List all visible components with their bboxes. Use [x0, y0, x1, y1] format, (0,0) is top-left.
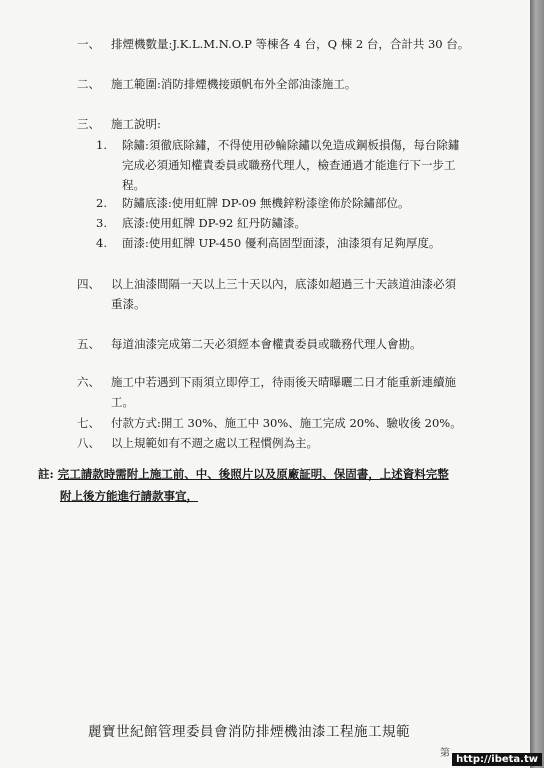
page-edge-shadow — [530, 0, 544, 768]
subitem-1-line-2: 完成必須通知權責委員或職務代理人，檢查通過才能進行下一步工 — [122, 158, 456, 172]
subitem-1-number: 1. — [96, 138, 107, 152]
subitem-1 — [96, 135, 496, 195]
note-label: 註: — [38, 467, 54, 481]
section-3 — [77, 114, 161, 134]
section-7 — [77, 413, 462, 433]
section-3-text: 施工說明: — [111, 117, 161, 131]
subitem-1-line-1: 除鏽:須徹底除鏽，不得使用砂輪除鏽以免造成鋼板損傷，每台除鏽 — [122, 138, 460, 152]
section-4-line-2: 重漆。 — [111, 297, 146, 311]
subitem-3-text: 底漆:使用虹牌 DP-92 紅丹防鏽漆。 — [122, 216, 307, 230]
subitem-4-text: 面漆:使用虹牌 UP-450 優利高固型面漆，油漆須有足夠厚度。 — [122, 236, 441, 250]
subitem-4 — [96, 233, 496, 253]
section-1 — [77, 34, 469, 54]
section-2 — [77, 74, 356, 94]
section-4-number: 四、 — [77, 277, 100, 291]
section-3-number: 三、 — [77, 117, 100, 131]
subitem-2-number: 2. — [96, 196, 107, 210]
section-5-text: 每道油漆完成第二天必須經本會權責委員或職務代理人會勘。 — [111, 337, 422, 351]
subitem-2-text: 防鏽底漆:使用虹牌 DP-09 無機鋅粉漆塗佈於除鏽部位。 — [122, 196, 410, 210]
section-2-text: 施工範圍:消防排煙機接頭帆布外全部油漆施工。 — [111, 77, 357, 91]
note-line-1: 完工請款時需附上施工前、中、後照片以及原廠証明、保固書，上述資料完整 — [57, 467, 449, 481]
section-6-number: 六、 — [77, 375, 100, 389]
section-7-number: 七、 — [77, 416, 100, 430]
section-4-line-1: 以上油漆間隔一天以上三十天以內，底漆如超過三十天該道油漆必須 — [111, 277, 456, 291]
subitem-4-number: 4. — [96, 236, 107, 250]
subitem-2 — [96, 193, 496, 213]
section-5 — [77, 334, 422, 354]
page-label: 第 — [440, 748, 450, 759]
section-5-number: 五、 — [77, 337, 100, 351]
note — [38, 463, 449, 507]
section-7-text: 付款方式:開工 30%、施工中 30%、施工完成 20%、驗收後 20%。 — [111, 416, 462, 430]
section-8 — [77, 433, 318, 453]
note-line-2: 附上後方能進行請款事宜， — [60, 489, 198, 503]
subitem-3 — [96, 213, 496, 233]
section-6 — [77, 372, 456, 412]
footer-title: 麗寶世紀館管理委員會消防排煙機油漆工程施工規範 — [88, 724, 410, 740]
section-1-number: 一、 — [77, 37, 100, 51]
watermark: http://ibeta.tw — [452, 753, 542, 766]
subitem-1-line-3: 程。 — [122, 178, 145, 192]
section-4 — [77, 274, 456, 314]
section-6-line-1: 施工中若遇到下雨須立即停工，待雨後天晴曝曬二日才能重新連續施 — [111, 375, 456, 389]
section-8-number: 八、 — [77, 436, 100, 450]
section-1-text: 排煙機數量:J.K.L.M.N.O.P 等棟各 4 台，Q 棟 2 台，合計共 30 台。 — [111, 37, 470, 51]
section-8-text: 以上規範如有不週之處以工程慣例為主。 — [111, 436, 318, 450]
section-6-line-2: 工。 — [111, 395, 134, 409]
section-2-number: 二、 — [77, 77, 100, 91]
subitem-3-number: 3. — [96, 216, 107, 230]
